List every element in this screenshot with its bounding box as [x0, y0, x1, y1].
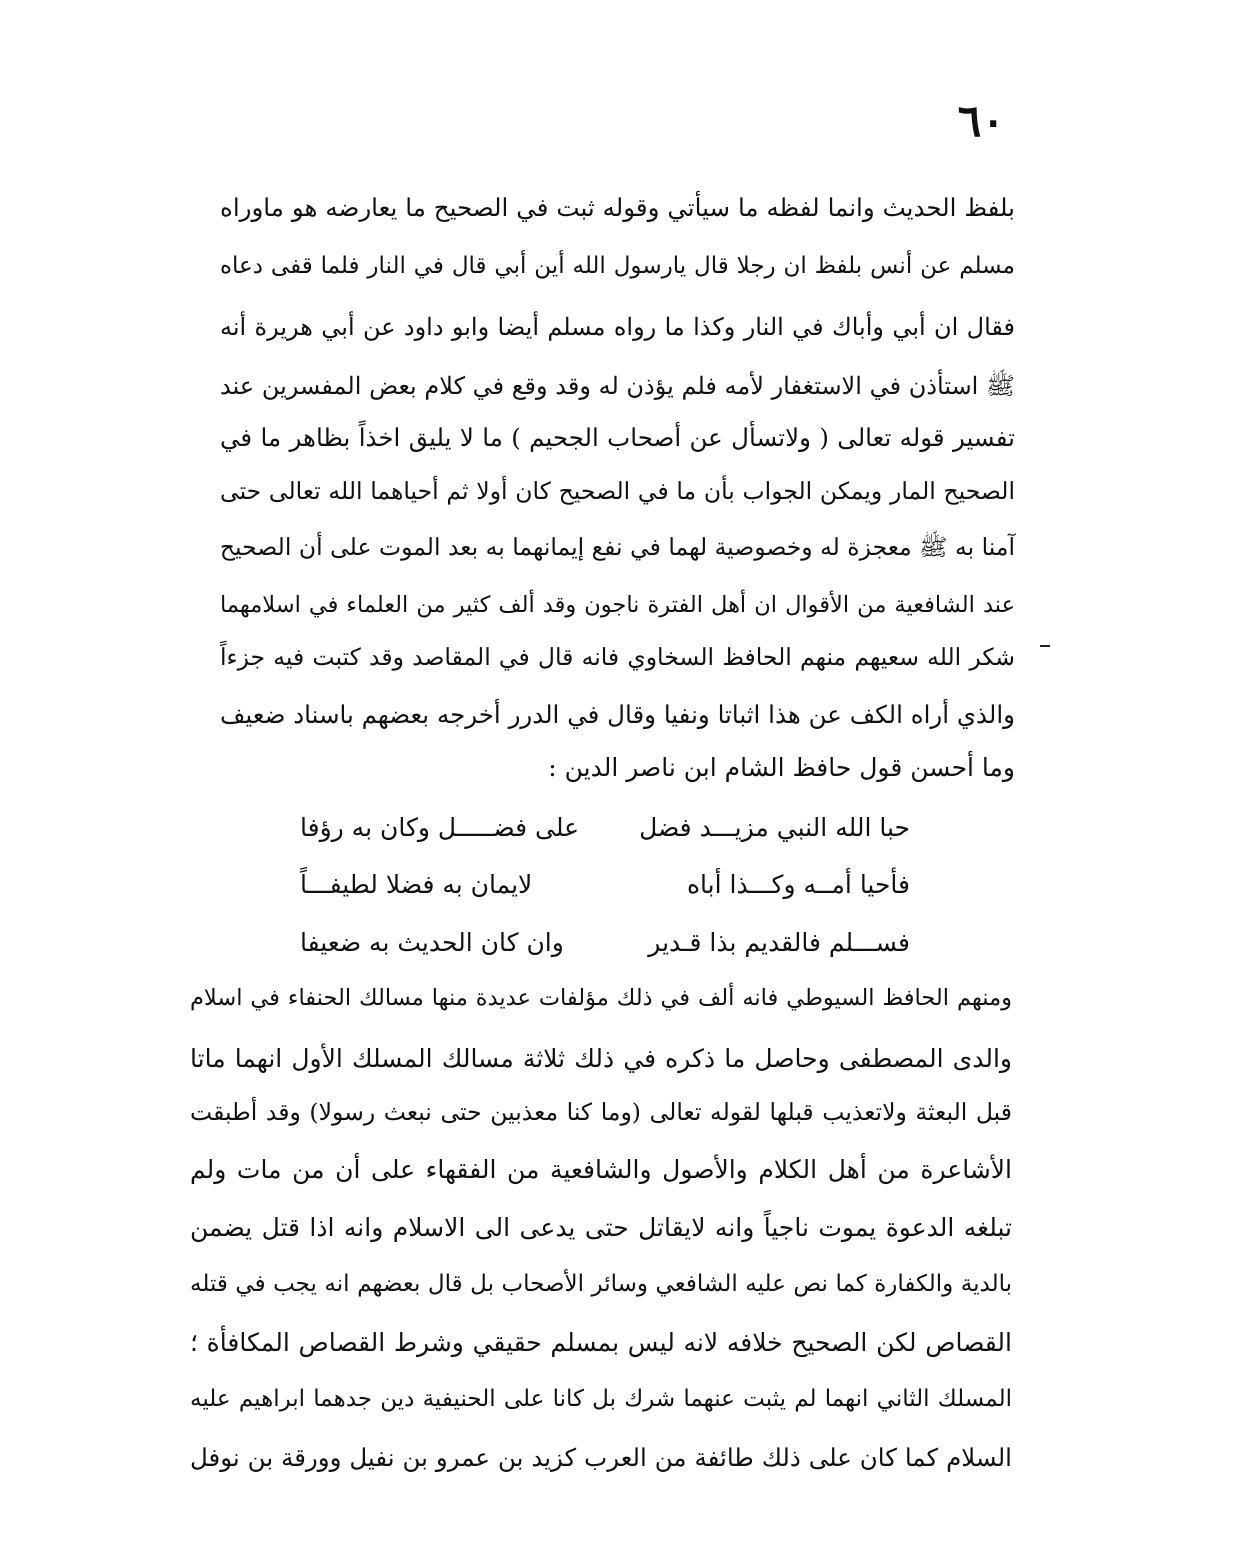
- verse-first-hemistich: حبا الله النبي مزيـــد فضل: [639, 813, 910, 842]
- text-line: بلفظ الحديث وانما لفظه ما سيأتي وقوله ثبت في الصحيح ما يعارضه هو ماوراه: [220, 193, 1015, 222]
- text-line: مسلم عن أنس بلفظ ان رجلا قال يارسول الله أين أبي قال في النار فلما قفى دعاه: [220, 253, 1015, 279]
- text-line: فقال ان أبي وأباك في النار وكذا ما رواه مسلم أيضا وابو داود عن أبي هريرة أنه: [220, 313, 1015, 341]
- text-line: السلام كما كان على ذلك طائفة من العرب كزيد بن عمرو بن نفيل وورقة بن نوفل: [190, 1443, 1012, 1472]
- text-line: المسلك الثاني انهما لم يثبت عنهما شرك بل كانا على الحنيفية دين جدهما ابراهيم عليه: [190, 1386, 1012, 1412]
- text-line: وما أحسن قول حافظ الشام ابن ناصر الدين :: [548, 753, 1015, 782]
- text-line: ﷺ استأذن في الاستغفار لأمه فلم يؤذن له وقد وقع في كلام بعض المفسرين عند: [220, 372, 1015, 400]
- verse-second-hemistich: على فضـــــل وكان به رؤفا: [300, 813, 580, 842]
- text-line: القصاص لكن الصحيح خلافه لانه ليس بمسلم حقيقي وشرط القصاص المكافأة ؛: [190, 1328, 1012, 1357]
- poem-verse: [300, 930, 910, 955]
- text-line: تبلغه الدعوة يموت ناجياً وانه لايقاتل حتى يدعى الى الاسلام وانه اذا قتل يضمن: [190, 1213, 1012, 1242]
- text-line: آمنا به ﷺ معجزة له وخصوصية لهما في نفع إيمانهما به بعد الموت على أن الصحيح: [219, 533, 1015, 561]
- verse-second-hemistich: لايمان به فضلا لطيفـــاً: [300, 870, 533, 899]
- text-line: الأشاعرة من أهل الكلام والأصول والشافعية من الفقهاء على أن من مات ولم: [190, 1155, 1012, 1184]
- text-line: شكر الله سعيهم منهم الحافظ السخاوي فانه قال في المقاصد وقد كتبت فيه جزءاً: [220, 643, 1015, 671]
- text-line: قبل البعثة ولاتعذيب قبلها لقوله تعالى (وما كنا معذبين حتى نبعث رسولا) وقد أطبقت: [190, 1098, 1012, 1126]
- poem-verse: [300, 872, 910, 897]
- text-line: عند الشافعية من الأقوال ان أهل الفترة ناجون وقد ألف كثير من العلماء في اسلامهما: [220, 592, 1015, 618]
- verse-second-hemistich: وان كان الحديث به ضعيفا: [300, 928, 564, 957]
- page-number: ٦٠: [957, 96, 1005, 147]
- margin-mark: [1040, 645, 1050, 647]
- text-line: ومنهم الحافظ السيوطي فانه ألف في ذلك مؤلفات عديدة منها مسالك الحنفاء في اسلام: [190, 985, 1012, 1011]
- text-line: بالدية والكفارة كما نص عليه الشافعي وسائر الأصحاب بل قال بعضهم انه يجب في قتله: [190, 1271, 1012, 1297]
- poem-verse: [300, 815, 910, 840]
- text-line: والدى المصطفى وحاصل ما ذكره في ذلك ثلاثة مسالك المسلك الأول انهما ماتا: [190, 1044, 1012, 1073]
- verse-first-hemistich: فســـلم فالقديم بذا قـدير: [648, 928, 910, 957]
- text-line: الصحيح المار ويمكن الجواب بأن ما في الصحيح كان أولا ثم أحياهما الله تعالى حتى: [220, 477, 1015, 505]
- text-line: تفسير قوله تعالى ( ولاتسأل عن أصحاب الجحيم ) ما لا يليق اخذاً بظاهر ما في: [220, 423, 1015, 452]
- text-line: والذي أراه الكف عن هذا اثباتا ونفيا وقال في الدرر أخرجه بعضهم باسناد ضعيف: [220, 700, 1015, 729]
- verse-first-hemistich: فأحيا أمــه وكـــذا أباه: [686, 870, 910, 899]
